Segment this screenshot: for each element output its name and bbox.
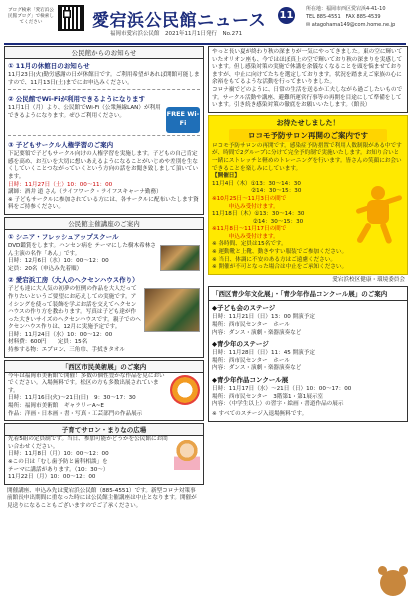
locomo-band: ロコモ予防サロン再開のご案内です [229, 129, 387, 142]
arts-note: ※ すべてのステージ入退場無料です。 [212, 410, 308, 417]
locomo-caution-4: ※ 開催が不可となった場合は中止をご承知ください。 [212, 264, 348, 271]
art-exhibition-text: 今年は福岡市美術館で開催！多数の個性豊かな作品を見においでください。入場無料です。松区の方も多数出展されています。 [8, 372, 165, 394]
bear-illustration-icon [380, 570, 406, 596]
contact-info [306, 5, 406, 30]
senior-school-capacity: 定員：20名（申込み先着順） [8, 265, 83, 272]
workshop-fee: 材料費：600円 定員：15名 [8, 339, 88, 346]
stage-heading: ◆青少年作品コンクール展 [212, 376, 289, 384]
closure-notice-text: 11月23日(火)勤労感謝の日が休館日です。ご利用希望があれば開館可能しますので、11月13日(土)までにお申込みください。 [8, 72, 200, 86]
notice-box [4, 46, 204, 215]
senior-school-text: DVD鑑賞をします。ハンセン病を テーマにした樹木希林さん主演の名作「あん」です。 [8, 242, 156, 257]
organizer-label: 愛宕浜校区健康・環境委員会 [332, 276, 405, 283]
free-wifi-icon: FREE Wi-Fi [166, 107, 200, 133]
child-salon-text: 先着5組の定員制です。当日、参加可能かどうかを公民館にお問い合わせください。 [8, 436, 168, 450]
stage-date: 日時：11月28日（日）11：45 開演予定 [212, 350, 315, 357]
stage-date: 日時：11月17日（水）～21日（日）10：00～17：00 [212, 386, 352, 392]
art-exhibition-title: 「西区市民美術展」のご案内 [5, 361, 203, 373]
human-rights-text: 下記要領で子どもサークル向けの人権学習を実施します。子どもの自己肯定感を高め、お互いを大切に想いあえるようになることがいじめや差別を生なくしていくことつながっていくという方向の話をお聞き致しまして頂いています。 [8, 151, 199, 180]
wifi-notice-heading: ② 公民館でWi-Fiが利用できるようになります [8, 95, 146, 104]
locomo-caution-3: ※ 当日、体調に不安のある方はご遠慮ください。 [212, 256, 336, 263]
senior-school-heading: ① シニア・フレッシュアップスクール [8, 232, 119, 241]
greeting-box [208, 46, 408, 113]
phone-line: TEL 885-4551 FAX 885-4539 [306, 14, 381, 21]
stage-heading: ◆青少年のステージ [212, 340, 269, 349]
courses-box-title: 公民館主催講座のご案内 [5, 218, 203, 230]
newsletter-title: 愛宕浜公民館ニュース [92, 11, 267, 31]
address-line: 所在地：福岡市西区愛宕浜4-41-10 [306, 6, 386, 12]
header [0, 0, 410, 44]
left-column [4, 46, 204, 512]
publication-info: 福岡市愛宕浜公民館 2021年11月1日発行 No.271 [110, 31, 243, 37]
human-rights-lecturer: 講師：酒井 道 さん（ライフワーク・ライフスキャーナ勤務） [8, 189, 162, 196]
human-rights-date: 日時：11月27日（土）10：00～11：00 [8, 181, 113, 188]
locomo-schedule-label: 【開催日】 [212, 173, 240, 180]
gingerbread-house-photo [144, 288, 200, 332]
divider [8, 89, 200, 90]
locomo-date1-note2: 申込み受付けます。 [212, 203, 279, 210]
child-salon-box [4, 423, 204, 485]
child-salon-date2: 11月22日（月）10：00～12：00 [8, 474, 96, 481]
stage-place: 場所：西市民センター ホール [212, 357, 290, 364]
issue-number-badge: 11 [278, 7, 295, 24]
child-salon-theme: テーマに講話があります。（10：30～） [8, 466, 109, 473]
exhibition-logo-icon [170, 375, 200, 405]
header-divider [4, 43, 406, 45]
art-exhibition-date: 日時：11月16日(火)～21日(日) 9：30～17：30 [8, 395, 136, 402]
stage-place: 場所：西市民センター 3階第1・第1展示室 [212, 393, 324, 400]
locomo-intro: ロコモ予防サロンの再開です。感染症予防措置で利用人数制限がある中ですが、時間で2グループに分けて完全予約制で実施いたします。お知り合いと一緒にストレッチと軽めのトレーニングを行います。皆さんの笑顔にお会いできることを楽しみにしています。 [212, 142, 402, 172]
workshop-text: 子ども達に大人気の初夢の恒例の作品を大人だって作りたいというご要望にお応えしての実施です。アイシングを使って装飾を学ぶお話を交えてヘクセンハウスの作り方を教わります。写真は子ども達が作った大きいサイズのヘクセンハウスです。親子でのヘクセンハウス作りは、12月に実施予定です。 [8, 286, 141, 331]
locomo-salon-box [208, 115, 408, 275]
notice-box-title: 公民館からのお知らせ [5, 47, 203, 59]
locomo-date1-a: 11月4日（木）①13：30～14：30 [212, 180, 301, 187]
human-rights-heading: ③ 子どもサークル人権学習のご案内 [8, 141, 114, 150]
locomo-date1-b: ②14：30～15：30 [212, 188, 302, 195]
wifi-notice-text: 11月1日（月）より、公民館でWi-Fi（公衆無線LAN）が利用できるようになります。ぜひご利用ください。 [8, 105, 161, 119]
exercise-figure-icon [355, 186, 403, 246]
closure-notice-heading: ① 11月の休館日のお知らせ [8, 62, 90, 70]
locomo-date2-a: 11月18日（木）①13：30～14：30 [212, 211, 305, 218]
locomo-date2-b: ②14：30～15：30 [212, 218, 304, 225]
locomo-date2-note: ※11月8日～11月17日の間で [212, 226, 287, 233]
stage-content: 内容：ダンス・演劇・楽器演奏など [212, 365, 302, 372]
art-exhibition-place: 場所：福岡市美術館 ギャラリーA~E [8, 403, 104, 410]
girl-illustration-icon [174, 440, 200, 470]
footer-notice: 開催講座、申込み先は愛宕浜公民館（885-4551）です。新型コロナ対策事前館長申出期間に重なった時には公民館主催講座は中止となります。開催が見送りになることもございますのでご了承ください。 [7, 487, 197, 509]
locomo-caution-1: ※ 各時間、定員は15名です。 [212, 241, 287, 248]
art-exhibition-box [4, 360, 204, 422]
email-line: ✉ atagohama149@com.home.ne.jp [306, 22, 396, 29]
child-salon-title: 子育てサロン・まりなの広場 [5, 424, 203, 436]
workshop-heading: ② 愛宕浜工房（大人のヘクセンハウス作り） [8, 276, 139, 285]
stage-content: 内容：ダンス・演劇・楽器演奏など [212, 329, 302, 336]
greeting-text: やっと長い夏が終わり秋の深まりが一気にやってきました。東の空に輝いていたオリオン座も、今ではほぼ真上の空で輝いており秋の深まりを実感しています。但し感染対策の実施で休講を余儀なくなることを頭を悩ませておりますが、中止に向けてたちを選定しております。状況を踏まえご家族の心に余裕をもてるような活動を行ってまいりました。 [212, 49, 403, 86]
qr-code-icon[interactable] [58, 5, 84, 31]
workshop-items: 持参する物：エプロン、三角巾、手拭きタオル [8, 347, 126, 354]
courses-box [4, 217, 204, 358]
stage-content: 内容：（中学生以上）の習字・絵画・書道作品の展示 [212, 401, 344, 408]
child-salon-date1: 日時：11月8日（月）10：00～12：00 [8, 451, 109, 458]
human-rights-note: ※ 子どもサークルに参加されている方には、各サークルに配布いたします資料をご持参ください。 [8, 196, 199, 211]
locomo-title: お待たせしました！ [276, 118, 340, 127]
youth-culture-box [208, 286, 408, 422]
locomo-date1-note: ※10月25日～11月3日の間で [212, 195, 287, 202]
stage-date: 日時：11月21日（日）13：00 開演予定 [212, 314, 315, 321]
divider [8, 135, 200, 136]
qr-note: ブログ検索「愛宕浜公民館ブログ」で検索してください [8, 8, 54, 25]
locomo-date2-note2: 申込み受付けます。 [212, 233, 279, 240]
greeting-text-2: コロナ禍でどのように、日常の生活を送るか工夫しながら過ごしたいものです。サークル活動や講座、避難所運営行事等の再開を目途にして準備をしています。引き続き感染対策の徹底をお願いいたします。（館長） [212, 86, 403, 109]
dvd-photo [160, 245, 200, 271]
stage-heading: ◆子ども会のステージ [212, 304, 276, 313]
art-exhibition-works: 作品：洋画・日本画・書・写真・工芸部門の作品展示 [8, 410, 143, 417]
senior-school-date: 日時：12月6日（水）10：00～12：00 [8, 258, 109, 265]
youth-culture-title: 「西区青少年文化展」・「青少年作品コンクール展」のご案内 [209, 287, 407, 301]
workshop-date: 日時：11月24日（水）10：00～12：00 [8, 331, 113, 338]
right-column [208, 46, 408, 422]
locomo-caution-2: ※ 運動靴と上靴、動きやすい服装でご参加ください。 [212, 249, 348, 256]
stage-place: 場所：西市民センター ホール [212, 322, 290, 329]
child-salon-note: ※この日は「むし歯予防と歯科相談」を [8, 459, 108, 465]
